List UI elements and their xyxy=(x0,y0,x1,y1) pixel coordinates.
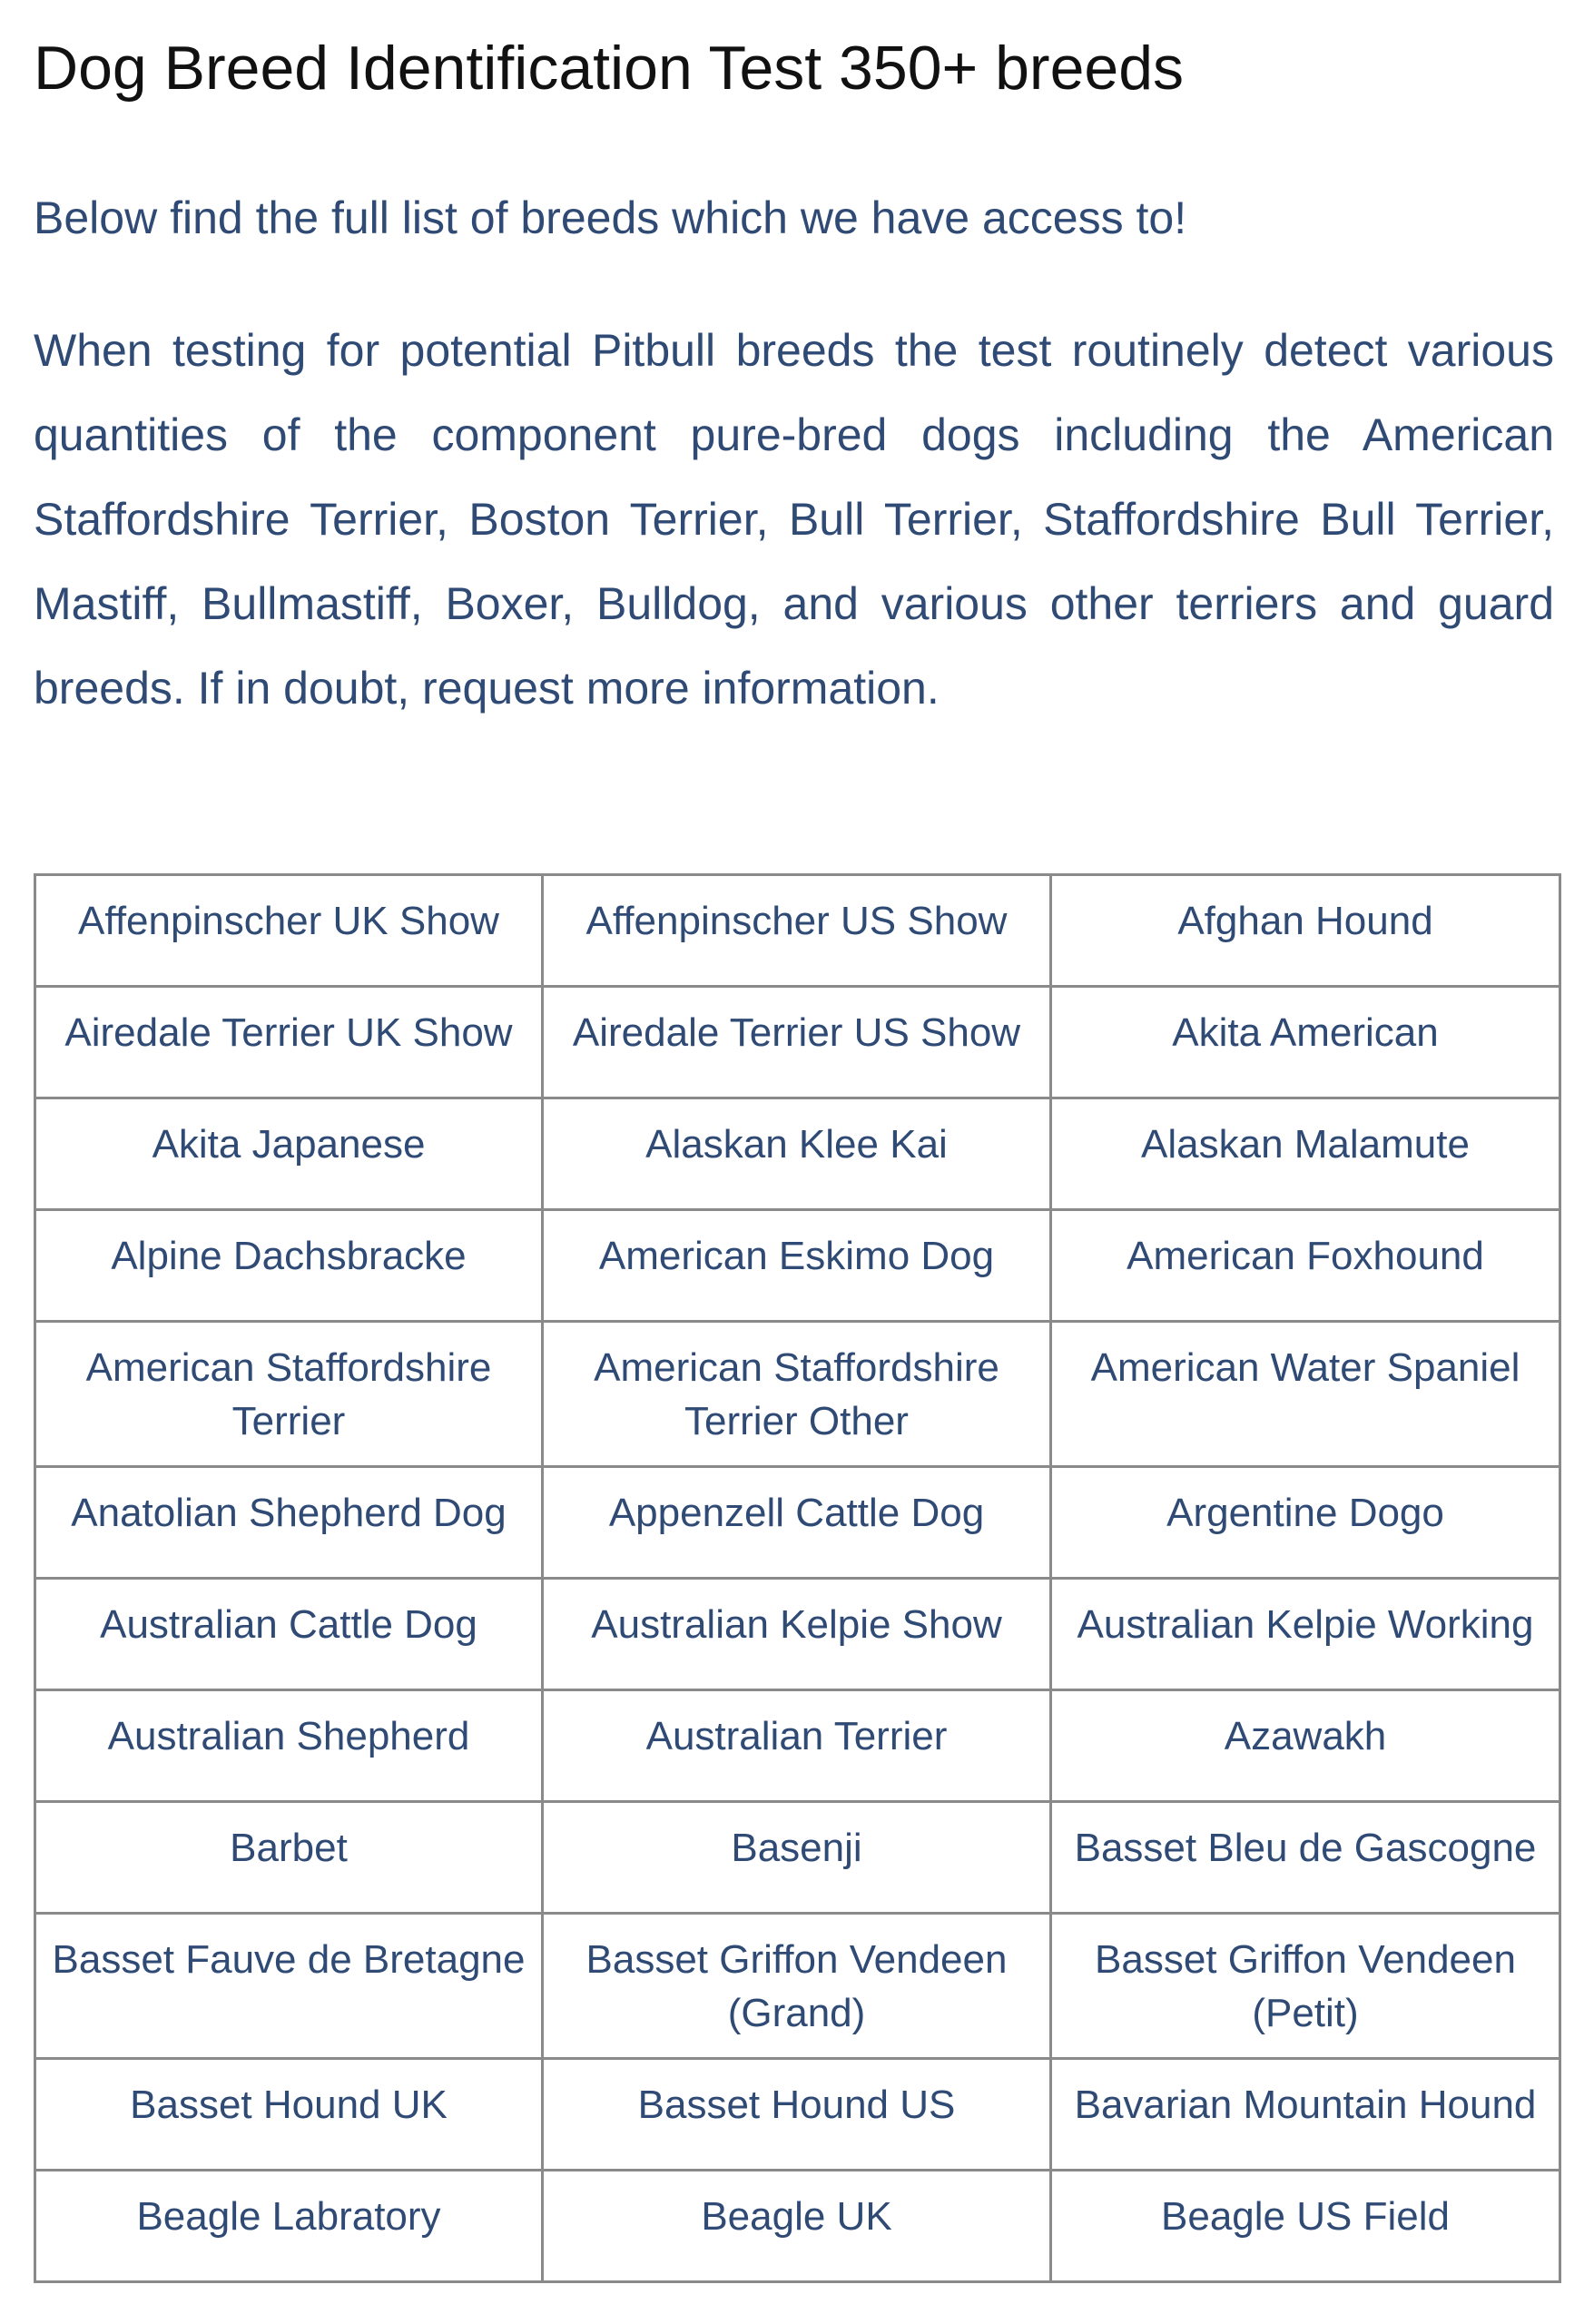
breed-cell: Basset Hound UK xyxy=(35,2059,543,2171)
breed-cell: American Staffordshire Terrier Other xyxy=(543,1322,1051,1467)
breed-table xyxy=(34,873,1561,2283)
table-row xyxy=(35,2171,1560,2282)
breed-cell: Appenzell Cattle Dog xyxy=(543,1467,1051,1579)
breed-cell: Basenji xyxy=(543,1802,1051,1914)
table-row xyxy=(35,987,1560,1098)
table-row xyxy=(35,2059,1560,2171)
table-row xyxy=(35,875,1560,987)
page-content xyxy=(34,0,1559,2239)
pitbull-note: When testing for potential Pitbull breeds the test routinely detect various quantities of the component pure-bred dogs including the American Staffordshire Terrier, Boston Terrier, Bull Terrier, Staffordshire Bull Terrier, Mastiff, Bullmastiff, Boxer, Bulldog, and various other terriers and guard breeds. If in doubt, request more information. xyxy=(34,325,1554,714)
breed-cell: Airedale Terrier UK Show xyxy=(35,987,543,1098)
breed-cell: American Foxhound xyxy=(1051,1210,1560,1322)
breed-cell: Basset Hound US xyxy=(543,2059,1051,2171)
page-title: Dog Breed Identification Test 350+ breeds xyxy=(34,34,1185,103)
breed-cell: Alpine Dachsbracke xyxy=(35,1210,543,1322)
table-row xyxy=(35,1467,1560,1579)
breed-cell: Argentine Dogo xyxy=(1051,1467,1560,1579)
breed-cell: Airedale Terrier US Show xyxy=(543,987,1051,1098)
breed-cell: Australian Kelpie Show xyxy=(543,1579,1051,1690)
breed-cell: Basset Griffon Vendeen (Petit) xyxy=(1051,1914,1560,2059)
table-row xyxy=(35,1914,1560,2059)
breed-cell: Beagle Labratory xyxy=(35,2171,543,2282)
breed-cell: Basset Bleu de Gascogne xyxy=(1051,1802,1560,1914)
table-row xyxy=(35,1802,1560,1914)
breed-cell: Australian Kelpie Working xyxy=(1051,1579,1560,1690)
breed-cell: Anatolian Shepherd Dog xyxy=(35,1467,543,1579)
breed-cell: Basset Fauve de Bretagne xyxy=(35,1914,543,2059)
breed-cell: Alaskan Klee Kai xyxy=(543,1098,1051,1210)
breed-cell: American Eskimo Dog xyxy=(543,1210,1051,1322)
breed-cell: Alaskan Malamute xyxy=(1051,1098,1560,1210)
breed-cell: Azawakh xyxy=(1051,1690,1560,1802)
breed-cell: American Staffordshire Terrier xyxy=(35,1322,543,1467)
breed-cell: Akita Japanese xyxy=(35,1098,543,1210)
breed-cell: Barbet xyxy=(35,1802,543,1914)
breed-cell: American Water Spaniel xyxy=(1051,1322,1560,1467)
breed-cell: Affenpinscher UK Show xyxy=(35,875,543,987)
intro-text: Below find the full list of breeds which we have access to! xyxy=(34,192,1187,243)
table-row xyxy=(35,1098,1560,1210)
breed-cell: Australian Terrier xyxy=(543,1690,1051,1802)
breed-cell: Afghan Hound xyxy=(1051,875,1560,987)
breed-cell: Australian Shepherd xyxy=(35,1690,543,1802)
breed-cell: Beagle US Field xyxy=(1051,2171,1560,2282)
breed-cell: Bavarian Mountain Hound xyxy=(1051,2059,1560,2171)
breed-cell: Australian Cattle Dog xyxy=(35,1579,543,1690)
breed-cell: Affenpinscher US Show xyxy=(543,875,1051,987)
table-row xyxy=(35,1322,1560,1467)
table-row xyxy=(35,1579,1560,1690)
table-row xyxy=(35,1210,1560,1322)
table-row xyxy=(35,1690,1560,1802)
breed-cell: Beagle UK xyxy=(543,2171,1051,2282)
breed-cell: Basset Griffon Vendeen (Grand) xyxy=(543,1914,1051,2059)
breed-cell: Akita American xyxy=(1051,987,1560,1098)
